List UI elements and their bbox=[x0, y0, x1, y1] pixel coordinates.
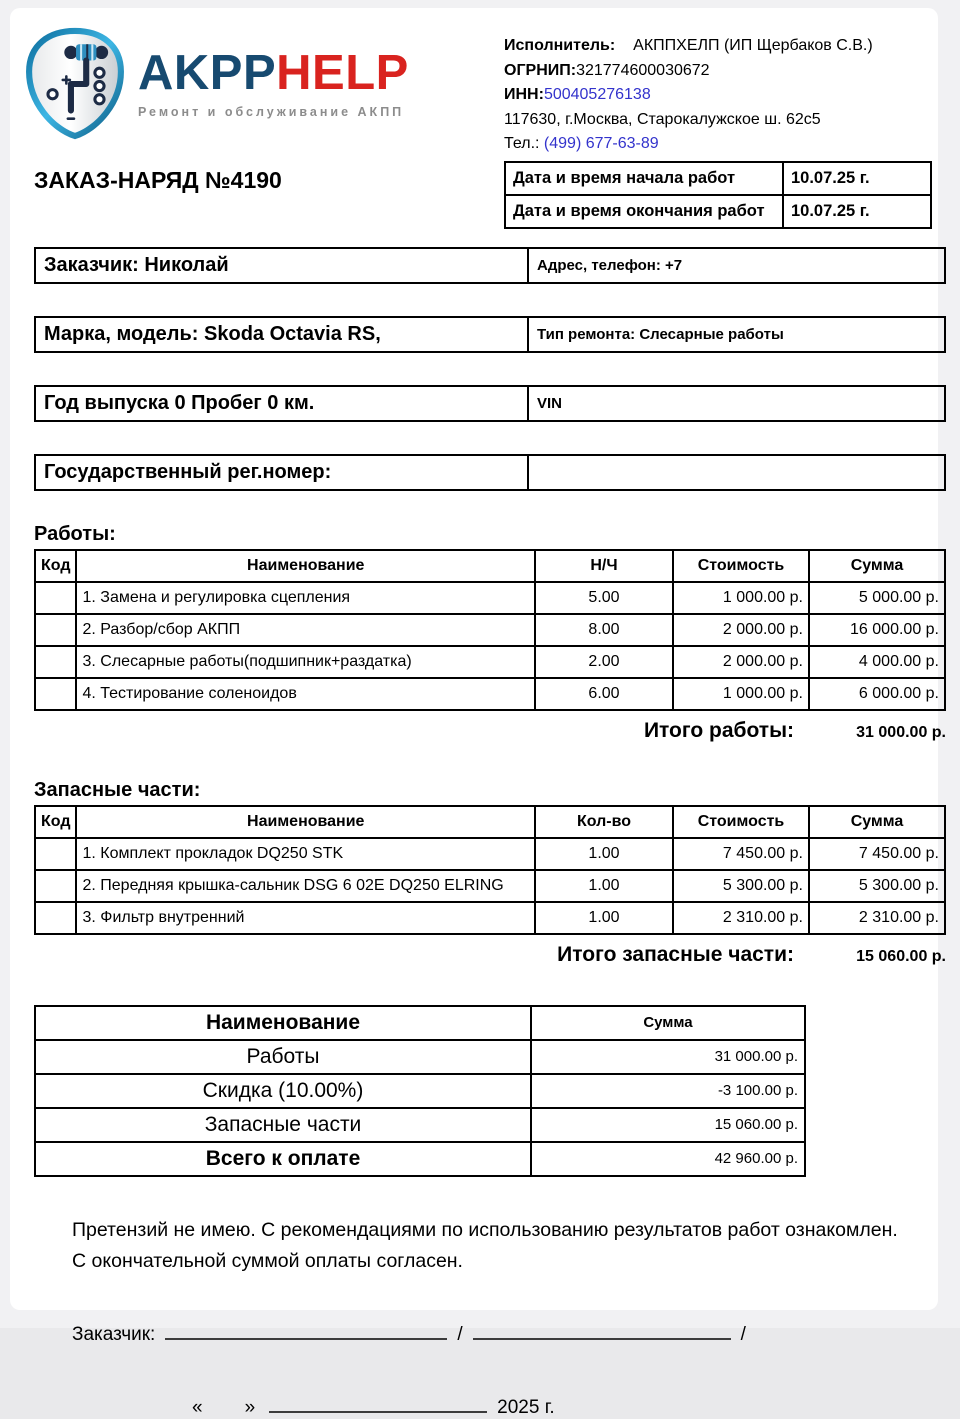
brand-akpp: AKPP bbox=[138, 46, 277, 100]
info-row-table bbox=[34, 385, 946, 422]
signature-name-line[interactable] bbox=[165, 1319, 447, 1340]
info-right-cell: VIN bbox=[528, 386, 945, 421]
inn-link[interactable]: 500405276138 bbox=[543, 86, 651, 103]
works-section bbox=[24, 522, 946, 743]
signature-slash-1: / bbox=[457, 1323, 463, 1345]
ogrnip-label: ОГРНИП: bbox=[504, 61, 577, 79]
works-total-label: Итого работы: bbox=[643, 718, 794, 742]
executor-label: Исполнитель: bbox=[504, 37, 616, 54]
date-row bbox=[192, 1392, 932, 1419]
works-header-code: Код bbox=[35, 550, 76, 582]
summary-header-name: Наименование bbox=[35, 1006, 531, 1040]
info-left-cell: Марка, модель: Skoda Octavia RS, bbox=[35, 317, 528, 352]
item-name-cell: 1. Комплект прокладок DQ250 STK bbox=[76, 838, 535, 870]
summary-table bbox=[34, 1005, 806, 1177]
item-code-cell bbox=[35, 582, 76, 614]
info-left-cell: Государственный рег.номер: bbox=[35, 455, 528, 490]
summary-header-row bbox=[35, 1006, 805, 1040]
dates-table bbox=[504, 161, 932, 229]
parts-header-sum: Сумма bbox=[809, 806, 945, 838]
info-row bbox=[35, 386, 945, 421]
brand-name bbox=[138, 46, 409, 100]
date-table-row bbox=[505, 162, 931, 195]
works-section-title: Работы: bbox=[34, 522, 116, 545]
parts-header-price: Стоимость bbox=[673, 806, 809, 838]
date-table-row bbox=[505, 195, 931, 228]
customer-signature-row bbox=[72, 1319, 932, 1346]
date-label-cell: Дата и время начала работ bbox=[505, 162, 783, 195]
signature-sign-line[interactable] bbox=[473, 1319, 731, 1340]
parts-header-qty: Кол-во bbox=[535, 806, 673, 838]
table-row bbox=[35, 870, 945, 902]
phone-line bbox=[504, 132, 932, 157]
parts-total-line bbox=[24, 943, 946, 967]
item-price-cell: 5 300.00 р. bbox=[673, 870, 809, 902]
table-row bbox=[35, 614, 945, 646]
parts-section-title: Запасные части: bbox=[34, 778, 201, 801]
item-qty-cell: 1.00 bbox=[535, 838, 673, 870]
brand-text bbox=[138, 46, 409, 119]
item-sum-cell: 4 000.00 р. bbox=[809, 646, 945, 678]
item-name-cell: 3. Фильтр внутренний bbox=[76, 902, 535, 934]
executor-value: АКППХЕЛП (ИП Щербаков С.В.) bbox=[633, 37, 873, 54]
item-qty-cell: 2.00 bbox=[535, 646, 673, 678]
ogrnip-value: 321774600030672 bbox=[576, 61, 710, 79]
phone-link[interactable]: (499) 677-63-89 bbox=[543, 135, 659, 152]
ogrnip-line bbox=[504, 59, 932, 84]
summary-row bbox=[35, 1142, 805, 1176]
info-right-cell bbox=[528, 455, 945, 490]
item-sum-cell: 6 000.00 р. bbox=[809, 678, 945, 710]
work-order-page bbox=[10, 8, 946, 1418]
summary-row bbox=[35, 1040, 805, 1074]
info-right-cell: Тип ремонта: Слесарные работы bbox=[528, 317, 945, 352]
works-header-sum: Сумма bbox=[809, 550, 945, 582]
inn-label: ИНН: bbox=[504, 86, 544, 103]
summary-row bbox=[35, 1074, 805, 1108]
item-code-cell bbox=[35, 614, 76, 646]
brand-tagline: Ремонт и обслуживание АКПП bbox=[138, 105, 405, 119]
works-total-value: 31 000.00 р. bbox=[856, 723, 946, 741]
table-row bbox=[35, 582, 945, 614]
executor-line bbox=[504, 34, 932, 59]
info-right-cell: Адрес, телефон: +7 bbox=[528, 248, 945, 283]
summary-value-cell: -3 100.00 р. bbox=[531, 1074, 805, 1108]
quote-close: » bbox=[244, 1396, 256, 1418]
inn-line bbox=[504, 83, 932, 108]
item-code-cell bbox=[35, 646, 76, 678]
info-rows bbox=[24, 247, 932, 491]
gear-shifter-logo-icon bbox=[24, 26, 126, 142]
parts-section bbox=[24, 778, 946, 967]
info-row-table bbox=[34, 247, 946, 284]
customer-signature-label: Заказчик: bbox=[72, 1323, 156, 1345]
summary-row bbox=[35, 1108, 805, 1142]
item-name-cell: 4. Тестирование соленоидов bbox=[76, 678, 535, 710]
item-price-cell: 2 310.00 р. bbox=[673, 902, 809, 934]
item-sum-cell: 7 450.00 р. bbox=[809, 838, 945, 870]
summary-value-cell: 15 060.00 р. bbox=[531, 1108, 805, 1142]
table-row bbox=[35, 678, 945, 710]
item-price-cell: 2 000.00 р. bbox=[673, 614, 809, 646]
page-title: ЗАКАЗ-НАРЯД №4190 bbox=[34, 166, 282, 193]
company-details bbox=[504, 24, 932, 157]
summary-name-cell: Скидка (10.00%) bbox=[35, 1074, 531, 1108]
works-total-line bbox=[24, 719, 946, 743]
works-header-name: Наименование bbox=[76, 550, 535, 582]
item-name-cell: 1. Замена и регулировка сцепления bbox=[76, 582, 535, 614]
quote-open: « bbox=[192, 1396, 203, 1418]
item-sum-cell: 16 000.00 р. bbox=[809, 614, 945, 646]
item-qty-cell: 1.00 bbox=[535, 902, 673, 934]
item-code-cell bbox=[35, 870, 76, 902]
info-left-cell: Заказчик: Николай bbox=[35, 248, 528, 283]
info-row bbox=[35, 248, 945, 283]
summary-value-cell: 42 960.00 р. bbox=[531, 1142, 805, 1176]
info-row bbox=[35, 317, 945, 352]
info-left-cell: Год выпуска 0 Пробег 0 км. bbox=[35, 386, 528, 421]
item-code-cell bbox=[35, 902, 76, 934]
info-row-table bbox=[34, 454, 946, 491]
item-sum-cell: 2 310.00 р. bbox=[809, 902, 945, 934]
item-price-cell: 2 000.00 р. bbox=[673, 646, 809, 678]
date-label-cell: Дата и время окончания работ bbox=[505, 195, 783, 228]
parts-table bbox=[34, 805, 946, 935]
title-row bbox=[24, 161, 932, 229]
item-name-cell: 3. Слесарные работы(подшипник+раздатка) bbox=[76, 646, 535, 678]
parts-header-name: Наименование bbox=[76, 806, 535, 838]
date-value-cell: 10.07.25 г. bbox=[783, 195, 931, 228]
parts-total-label: Итого запасные части: bbox=[557, 942, 794, 966]
summary-name-cell: Работы bbox=[35, 1040, 531, 1074]
info-row bbox=[35, 455, 945, 490]
item-sum-cell: 5 300.00 р. bbox=[809, 870, 945, 902]
brand-help: HELP bbox=[276, 46, 409, 100]
item-qty-cell: 8.00 bbox=[535, 614, 673, 646]
item-qty-cell: 6.00 bbox=[535, 678, 673, 710]
works-header-price: Стоимость bbox=[673, 550, 809, 582]
item-price-cell: 7 450.00 р. bbox=[673, 838, 809, 870]
summary-name-cell: Запасные части bbox=[35, 1108, 531, 1142]
page-header bbox=[24, 24, 932, 157]
item-code-cell bbox=[35, 838, 76, 870]
item-qty-cell: 5.00 bbox=[535, 582, 673, 614]
item-price-cell: 1 000.00 р. bbox=[673, 582, 809, 614]
summary-value-cell: 31 000.00 р. bbox=[531, 1040, 805, 1074]
date-value-cell: 10.07.25 г. bbox=[783, 162, 931, 195]
info-row-table bbox=[34, 316, 946, 353]
table-row bbox=[35, 838, 945, 870]
disclaimer-text: Претензий не имею. С рекомендациями по использованию результатов работ ознакомлен. С окончательной суммой оплаты согласен. bbox=[72, 1218, 898, 1272]
item-qty-cell: 1.00 bbox=[535, 870, 673, 902]
item-name-cell: 2. Передняя крышка-сальник DSG 6 02E DQ250 ELRING bbox=[76, 870, 535, 902]
parts-header-code: Код bbox=[35, 806, 76, 838]
signature-slash-2: / bbox=[740, 1323, 746, 1345]
parts-total-value: 15 060.00 р. bbox=[856, 947, 946, 965]
company-logo bbox=[24, 24, 409, 142]
summary-name-cell: Всего к оплате bbox=[35, 1142, 531, 1176]
works-table bbox=[34, 549, 946, 711]
table-row bbox=[35, 902, 945, 934]
item-sum-cell: 5 000.00 р. bbox=[809, 582, 945, 614]
works-header-row bbox=[35, 550, 945, 582]
phone-label: Тел.: bbox=[504, 135, 540, 152]
parts-header-row bbox=[35, 806, 945, 838]
year-suffix: 2025 г. bbox=[497, 1396, 555, 1418]
summary-header-sum: Сумма bbox=[531, 1006, 805, 1040]
item-price-cell: 1 000.00 р. bbox=[673, 678, 809, 710]
item-name-cell: 2. Разбор/сбор АКПП bbox=[76, 614, 535, 646]
works-header-hours: Н/Ч bbox=[535, 550, 673, 582]
item-code-cell bbox=[35, 678, 76, 710]
address-line: 117630, г.Москва, Старокалужское ш. 62с5 bbox=[504, 110, 821, 128]
table-row bbox=[35, 646, 945, 678]
month-line[interactable] bbox=[269, 1392, 487, 1413]
